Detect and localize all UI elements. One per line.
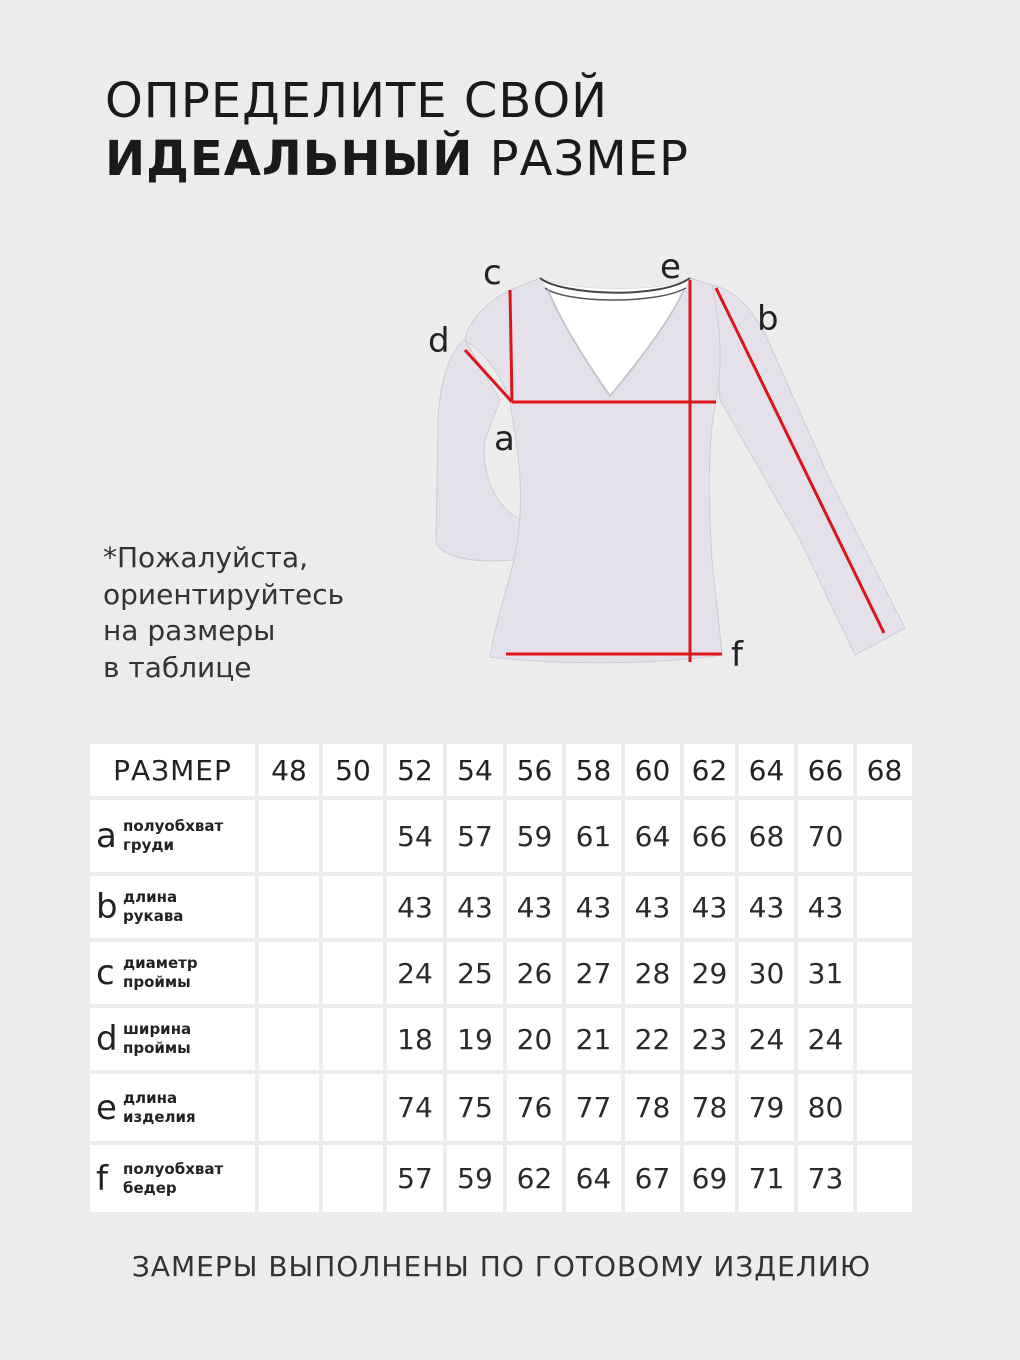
measure-description xyxy=(123,1089,196,1127)
measure-value-cell: 24 xyxy=(387,942,443,1004)
measure-value-cell: 18 xyxy=(387,1008,443,1070)
measure-label-cell xyxy=(90,1008,255,1070)
measure-desc-line: диаметр xyxy=(123,954,198,972)
measure-value-cell: 61 xyxy=(566,800,621,872)
title-rest-word: РАЗМЕР xyxy=(489,131,689,187)
measure-desc-line: изделия xyxy=(123,1107,196,1126)
measure-value-cell xyxy=(857,942,912,1004)
measure-value-cell: 43 xyxy=(566,876,621,938)
measure-letter: b xyxy=(96,887,118,927)
measure-value-cell: 78 xyxy=(684,1074,735,1141)
measure-value-cell: 69 xyxy=(684,1145,735,1212)
measure-value-cell: 20 xyxy=(507,1008,562,1070)
measure-desc-line: бедер xyxy=(123,1178,177,1197)
table-row xyxy=(90,800,912,872)
table-row xyxy=(90,942,912,1004)
measure-desc-line: рукава xyxy=(123,907,184,925)
measure-letter: e xyxy=(96,1087,117,1128)
measure-value-cell: 64 xyxy=(625,800,680,872)
measure-desc-line: длина xyxy=(123,888,178,906)
measure-description xyxy=(123,817,223,855)
label-d: d xyxy=(428,321,450,361)
measure-label-cell xyxy=(90,942,255,1004)
size-header: 58 xyxy=(566,744,621,796)
size-note xyxy=(103,540,344,686)
size-header: 52 xyxy=(387,744,443,796)
measure-value-cell: 19 xyxy=(447,1008,503,1070)
measure-label-cell xyxy=(90,1074,255,1141)
measure-description xyxy=(123,954,198,992)
size-header: 68 xyxy=(857,744,912,796)
measure-value-cell: 30 xyxy=(739,942,794,1004)
measure-value-cell: 57 xyxy=(387,1145,443,1212)
table-row xyxy=(90,876,912,938)
measure-value-cell: 26 xyxy=(507,942,562,1004)
measure-label xyxy=(90,817,255,855)
measure-desc-line: проймы xyxy=(123,973,191,991)
measure-value-cell: 80 xyxy=(798,1074,853,1141)
measure-value-cell xyxy=(259,1074,319,1141)
measure-value-cell: 75 xyxy=(447,1074,503,1141)
measure-desc-line: проймы xyxy=(123,1039,191,1057)
note-line: в таблице xyxy=(103,650,252,684)
size-header: 48 xyxy=(259,744,319,796)
measure-value-cell xyxy=(323,1074,383,1141)
measure-value-cell xyxy=(259,1008,319,1070)
label-a: a xyxy=(494,419,515,459)
measure-label xyxy=(90,1089,255,1127)
label-c: c xyxy=(483,253,502,293)
measure-value-cell: 25 xyxy=(447,942,503,1004)
measure-value-cell: 43 xyxy=(739,876,794,938)
measure-value-cell: 22 xyxy=(625,1008,680,1070)
measure-value-cell xyxy=(259,876,319,938)
label-e: e xyxy=(660,247,681,287)
measure-description xyxy=(123,888,183,926)
measure-value-cell: 43 xyxy=(684,876,735,938)
measure-value-cell: 43 xyxy=(798,876,853,938)
measure-value-cell: 23 xyxy=(684,1008,735,1070)
measure-description xyxy=(123,1160,223,1198)
measure-value-cell: 66 xyxy=(684,800,735,872)
measure-description xyxy=(123,1020,191,1058)
measure-label xyxy=(90,954,255,992)
measure-value-cell xyxy=(259,1145,319,1212)
table-row xyxy=(90,1008,912,1070)
measure-value-cell: 43 xyxy=(507,876,562,938)
measure-value-cell xyxy=(857,800,912,872)
measure-value-cell: 59 xyxy=(507,800,562,872)
label-f: f xyxy=(731,635,743,675)
size-header: 50 xyxy=(323,744,383,796)
size-header: 60 xyxy=(625,744,680,796)
measure-value-cell xyxy=(323,876,383,938)
measure-value-cell: 64 xyxy=(566,1145,621,1212)
measure-value-cell: 68 xyxy=(739,800,794,872)
measure-value-cell: 21 xyxy=(566,1008,621,1070)
measure-label xyxy=(90,888,255,926)
measure-value-cell: 54 xyxy=(387,800,443,872)
measure-label-cell xyxy=(90,800,255,872)
measure-value-cell xyxy=(259,942,319,1004)
title-line-1: ОПРЕДЕЛИТЕ СВОЙ xyxy=(105,73,609,129)
measure-value-cell: 24 xyxy=(739,1008,794,1070)
measure-value-cell xyxy=(323,942,383,1004)
measure-value-cell xyxy=(857,876,912,938)
header-label-cell: РАЗМЕР xyxy=(90,744,255,796)
measure-label-cell xyxy=(90,1145,255,1212)
measure-line-c xyxy=(510,290,512,402)
measure-letter: a xyxy=(96,816,117,856)
measure-value-cell xyxy=(323,800,383,872)
measure-value-cell: 59 xyxy=(447,1145,503,1212)
measure-value-cell: 71 xyxy=(739,1145,794,1212)
measure-value-cell xyxy=(323,1008,383,1070)
measure-value-cell: 29 xyxy=(684,942,735,1004)
table-row xyxy=(90,1074,912,1141)
size-table xyxy=(86,740,916,1216)
measure-desc-line: груди xyxy=(123,836,174,854)
label-b: b xyxy=(757,299,779,339)
footer-note: ЗАМЕРЫ ВЫПОЛНЕНЫ ПО ГОТОВОМУ ИЗДЕЛИЮ xyxy=(131,1250,872,1283)
measure-value-cell xyxy=(857,1074,912,1141)
table-row xyxy=(90,1145,912,1212)
size-header: 64 xyxy=(739,744,794,796)
measure-letter: d xyxy=(96,1019,118,1059)
measure-value-cell: 67 xyxy=(625,1145,680,1212)
measure-value-cell: 43 xyxy=(625,876,680,938)
measure-value-cell: 70 xyxy=(798,800,853,872)
measure-value-cell: 24 xyxy=(798,1008,853,1070)
measure-value-cell: 43 xyxy=(387,876,443,938)
measure-desc-line: длина xyxy=(123,1088,178,1107)
measure-letter: f xyxy=(96,1158,108,1199)
measure-value-cell xyxy=(857,1145,912,1212)
measure-value-cell xyxy=(857,1008,912,1070)
measure-value-cell: 27 xyxy=(566,942,621,1004)
measure-desc-line: полуобхват xyxy=(123,1159,224,1178)
size-header: 54 xyxy=(447,744,503,796)
measure-label xyxy=(90,1020,255,1058)
measure-value-cell: 28 xyxy=(625,942,680,1004)
measure-value-cell: 74 xyxy=(387,1074,443,1141)
measure-letter: c xyxy=(96,953,115,993)
measure-value-cell: 77 xyxy=(566,1074,621,1141)
measure-value-cell: 62 xyxy=(507,1145,562,1212)
measure-value-cell: 31 xyxy=(798,942,853,1004)
measure-desc-line: ширина xyxy=(123,1020,192,1038)
table-header-row xyxy=(90,744,912,796)
size-header: 66 xyxy=(798,744,853,796)
measure-desc-line: полуобхват xyxy=(123,817,224,835)
measure-value-cell: 78 xyxy=(625,1074,680,1141)
measure-value-cell: 57 xyxy=(447,800,503,872)
measure-value-cell xyxy=(259,800,319,872)
title-bold-word: ИДЕАЛЬНЫЙ xyxy=(105,131,474,187)
measure-line-b xyxy=(716,288,884,633)
note-line: ориентируйтесь xyxy=(103,577,345,611)
size-header: 56 xyxy=(507,744,562,796)
measure-value-cell: 43 xyxy=(447,876,503,938)
measure-value-cell xyxy=(323,1145,383,1212)
size-header: 62 xyxy=(684,744,735,796)
note-line: *Пожалуйста, xyxy=(103,541,308,574)
measure-label-cell xyxy=(90,876,255,938)
measure-label xyxy=(90,1160,255,1198)
measure-value-cell: 76 xyxy=(507,1074,562,1141)
note-line: на размеры xyxy=(103,614,276,647)
measure-value-cell: 79 xyxy=(739,1074,794,1141)
measure-value-cell: 73 xyxy=(798,1145,853,1212)
